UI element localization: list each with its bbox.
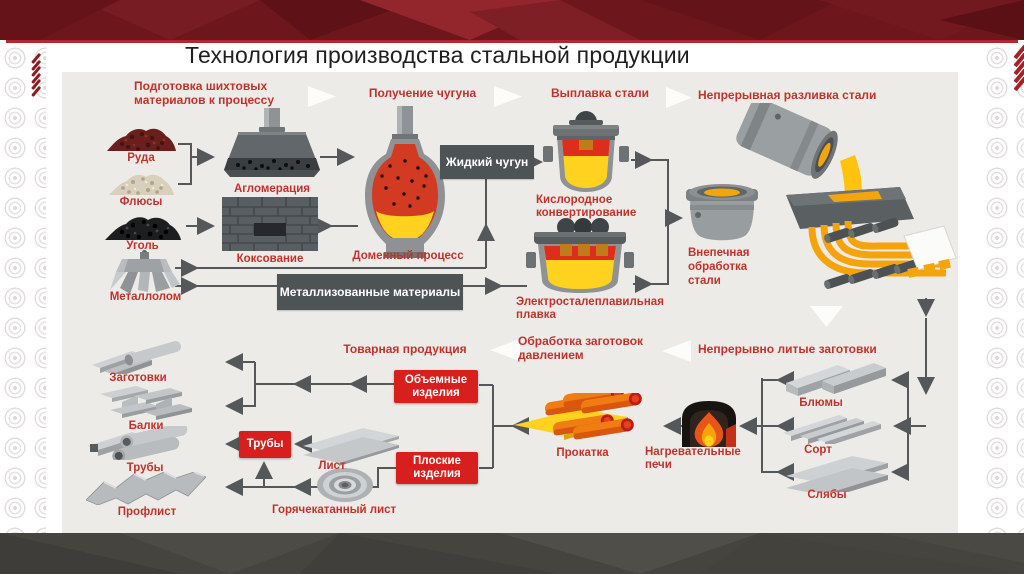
liquid-iron-box: Жидкий чугун xyxy=(440,145,534,179)
material-scrap-label: Металлолом xyxy=(109,291,182,303)
sections-icon xyxy=(783,409,885,449)
agglomeration-hopper-icon xyxy=(224,108,320,187)
stage-header-commercial: Товарная продукция xyxy=(343,342,467,356)
electric-arc-label: Электросталеплавильная плавка xyxy=(516,296,664,321)
volume-products-box: Объемные изделия xyxy=(394,370,478,403)
product-billets-label: Заготовки xyxy=(109,372,167,384)
stage-header-cast-billets: Непрерывно литые заготовки xyxy=(698,342,877,356)
stage-header-preparation: Подготовка шихтовых материалов к процессу xyxy=(134,79,274,107)
product-pipes-label: Трубы xyxy=(126,462,164,474)
electric-arc-furnace-icon xyxy=(526,218,634,299)
metallized-materials-box: Металлизованные материалы xyxy=(277,274,463,310)
coking-label: Коксование xyxy=(236,253,304,265)
stage-header-steelmaking: Выплавка стали xyxy=(550,86,650,100)
corrugated-sheet-icon xyxy=(86,472,206,510)
product-beams-label: Балки xyxy=(128,420,164,432)
stage-arrow-left-1 xyxy=(490,339,520,361)
product-corrugated-label: Профлист xyxy=(117,506,177,518)
page-title: Технология производства стальной продукции xyxy=(185,42,690,68)
agglomeration-label: Агломерация xyxy=(233,183,310,195)
stage-arrow-right-2 xyxy=(494,86,522,107)
flat-products-box: Плоские изделия xyxy=(396,452,478,484)
reheat-furnace-icon xyxy=(680,397,738,452)
material-ore-label: Руда xyxy=(127,152,155,164)
oxygen-converter-icon xyxy=(541,108,631,199)
material-flux-label: Флюсы xyxy=(119,196,163,208)
sections-label: Сорт xyxy=(804,444,832,456)
blooms-icon xyxy=(786,361,886,401)
rolling-label: Прокатка xyxy=(556,447,609,459)
stage-header-forming: Обработка заготовок давлением xyxy=(518,334,644,362)
oxygen-converter-label: Кислородное конвертирование xyxy=(536,194,637,219)
material-coal-label: Уголь xyxy=(126,240,159,252)
blast-furnace-icon xyxy=(360,106,450,263)
coking-oven-icon xyxy=(222,197,318,257)
stage-header-iron: Получение чугуна xyxy=(368,86,477,100)
pipes-box: Трубы xyxy=(239,431,291,458)
reheat-furnaces-label: Нагревательные печи xyxy=(645,446,741,471)
blooms-label: Блюмы xyxy=(799,397,843,409)
beams-product-icon xyxy=(100,384,192,425)
stage-arrow-down xyxy=(810,306,843,327)
ladle-treatment-label: Внепечная обработка стали xyxy=(688,247,750,287)
hot-rolled-sheet-label: Горячекатанный лист xyxy=(272,504,397,516)
blast-furnace-label: Доменный процесс xyxy=(352,250,464,262)
slabs-label: Слябы xyxy=(807,489,847,501)
sheet-label: Лист xyxy=(318,460,346,472)
stage-arrow-right-1 xyxy=(308,86,336,107)
stage-header-casting: Непрерывная разливка стали xyxy=(698,88,877,102)
rolling-mill-icon xyxy=(514,393,650,450)
